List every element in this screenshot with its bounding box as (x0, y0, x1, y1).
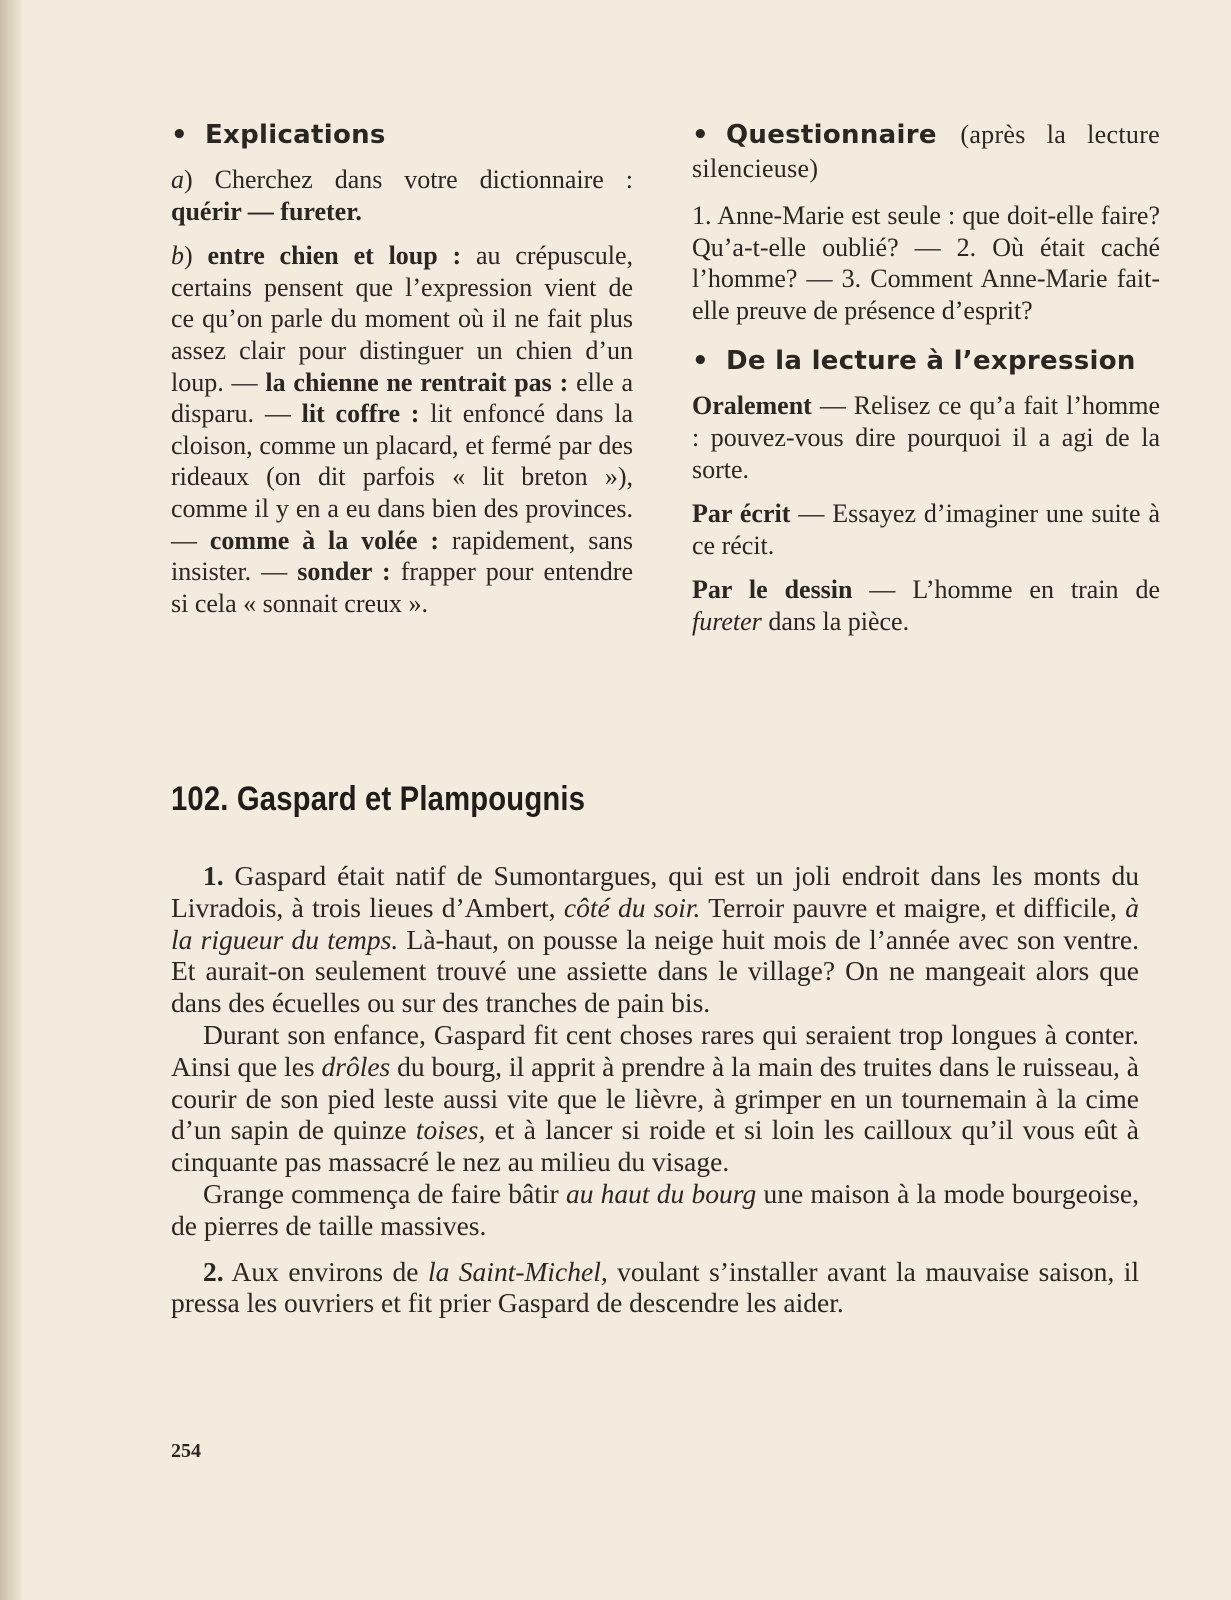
expression-oral: Oralement — Relisez ce qu’a fait l’homme : pouvez-vous dire pourquoi il a agi de la sorte. (692, 391, 1160, 484)
bullet-icon: • (692, 120, 709, 150)
story-paragraph: 1. Gaspard était natif de Sumontargues, qui est un joli endroit dans les monts du Livradois, à trois lieues d’Ambert, côté du soir. Terroir pauvre et maigre, et difficile, à la rigueur du temps. Là-haut, on pousse la neige huit mois de l’année avec son ventre. Et aurait-on seulement trouvé une assiette dans le village? On ne mangeait alors que dans des écuelles ou sur des tranches de pain bis. (171, 860, 1139, 1019)
story-paragraph: 2. Aux environs de la Saint-Michel, voulant s’installer avant la mauvaise saison, il pressa les ouvriers et fit prier Gaspard de descendre les aider. (171, 1255, 1139, 1319)
questionnaire-text: 1. Anne-Marie est seule : que doit-elle faire? Qu’a-t-elle oublié? — 2. Où était caché l’homme? — 3. Comment Anne-Marie fait-elle preuve de présence d’esprit? (692, 201, 1160, 325)
chapter-title: 102. Gaspard et Plampougnis (171, 780, 586, 818)
page-gutter-shadow (0, 0, 22, 1600)
bullet-icon: • (171, 120, 188, 150)
explication-a: a) Cherchez dans votre dictionnaire : quérir — fureter. (171, 165, 633, 226)
story-paragraph: Durant son enfance, Gaspard fit cent choses rares qui seraient trop longues à conter. Ainsi que les drôles du bourg, il apprit à prendre à la main des truites dans le ruisseau, à courir de son pied leste aussi vite que le lièvre, à grimper en un tournemain à la cime d’un sapin de quinze toises, et à lancer si roide et si loin les cailloux qu’il vous eût à cinquante pas massacré le nez au milieu du visage. (171, 1018, 1140, 1178)
page-number: 254 (171, 1440, 201, 1462)
questionnaire-column (692, 118, 1160, 651)
explications-heading: • Explications (171, 120, 386, 150)
expression-dessin: Par le dessin — L’homme en train de fureter dans la pièce. (692, 575, 1160, 636)
questionnaire-heading: • Questionnaire (après la lecture silencieuse) (692, 120, 1160, 183)
story-paragraph: Grange commença de faire bâtir au haut du bourg une maison à la mode bourgeoise, de pierres de taille massives. (171, 1177, 1139, 1241)
expression-heading: • De la lecture à l’expression (692, 346, 1136, 377)
explication-b: b) entre chien et loup : au crépuscule, certains pensent que l’expression vient de ce qu’on parle du moment où il ne fait plus assez clair pour distinguer un chien d’un loup. — la chienne ne rentrait pas : elle a disparu. — lit coffre : lit enfoncé dans la cloison, comme un placard, et fermé par des rideaux (on dit parfois « lit breton »), comme il y en a eu dans bien des provinces. — comme à la volée : rapidement, sans insister. — sonder : frapper pour entendre si cela « sonnait creux ». (171, 241, 634, 618)
expression-ecrit: Par écrit — Essayez d’imaginer une suite à ce récit. (692, 499, 1160, 560)
explications-column (171, 118, 633, 632)
bullet-icon: • (692, 346, 709, 377)
story-text (171, 860, 1139, 1319)
